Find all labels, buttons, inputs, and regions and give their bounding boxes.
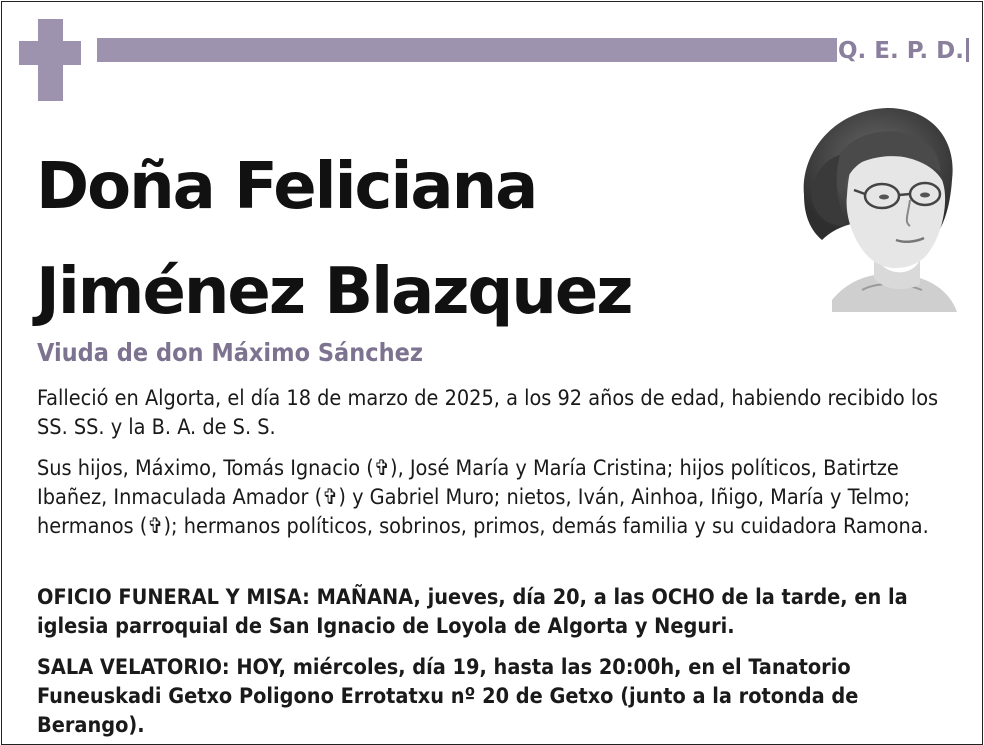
deceased-name [36, 135, 776, 345]
header-bar [97, 38, 837, 62]
subtitle-widow: Viuda de don Máximo Sánchez [37, 338, 423, 367]
name-line-1: Doña Feliciana [36, 150, 537, 224]
wake-paragraph: SALA VELATORIO: HOY, miércoles, día 19, hasta las 20:00h, en el Tanatorio Funeuskadi Getxo Poligono Errotatxu nº 20 de Getxo (junto a la rotonda de Berango). [37, 655, 859, 738]
name-line-2: Jiménez Blazquez [36, 255, 632, 329]
portrait-photo [792, 100, 962, 312]
qepd-label: Q. E. P. D. [838, 37, 966, 65]
death-paragraph: Falleció en Algorta, el día 18 de marzo de 2025, a los 92 años de edad, habiendo recibido los SS. SS. y la B. A. de S. S. [37, 386, 939, 440]
funeral-paragraph: OFICIO FUNERAL Y MISA: MAÑANA, jueves, día 20, a las OCHO de la tarde, en la iglesia parroquial de San Ignacio de Loyola de Algorta y Neguri. [37, 585, 908, 639]
family-paragraph: Sus hijos, Máximo, Tomás Ignacio (✞), José María y María Cristina; hijos políticos, Batirtze Ibañez, Inmaculada Amador (✞) y Gabriel Muro; nietos, Iván, Ainhoa, Iñigo, María y Telmo; hermanos (✞); hermanos políticos, sobrinos, primos, demás familia y su cuidadora Ramona. [37, 456, 929, 539]
